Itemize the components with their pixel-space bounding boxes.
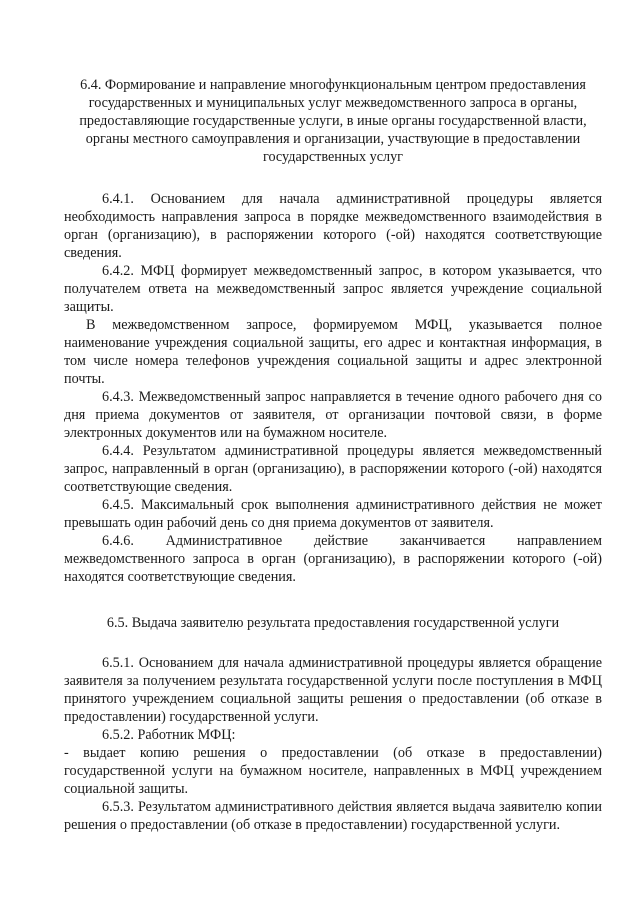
- paragraph-6-4-2: 6.4.2. МФЦ формирует межведомственный запрос, в котором указывается, что получателем ответа на межведомственный запрос является учреждение социальной защиты.: [64, 263, 602, 315]
- document-page: [64, 76, 602, 834]
- paragraph-6-4-4: 6.4.4. Результатом административной процедуры является межведомственный запрос, направленный в орган (организацию), в распоряжении которого (-ой) находятся соответствующие сведения.: [64, 443, 602, 495]
- section-6-5-heading: 6.5. Выдача заявителю результата предоставления государственной услуги: [106, 615, 560, 631]
- section-6-4-body: [64, 190, 602, 586]
- paragraph-6-5-2: 6.5.2. Работник МФЦ:: [102, 727, 236, 743]
- paragraph-6-4-2-detail: В межведомственном запросе, формируемом МФЦ, указывается полное наименование учреждения социальной защиты, его адрес и контактная информация, в том числе номера телефонов учреждения социальной защиты и адрес электронной почты.: [64, 317, 602, 387]
- paragraph-6-5-1: 6.5.1. Основанием для начала административной процедуры является обращение заявителя за получением результата государственной услуги после поступления в МФЦ принятого учреждением социальной защиты решения о предоставлении (об отказе в предоставлении) государственной услуги.: [64, 655, 602, 725]
- paragraph-6-5-2-bullet: - выдает копию решения о предоставлении (об отказе в предоставлении) государственной услуги на бумажном носителе, направленных в МФЦ учреждением социальной защиты.: [64, 745, 602, 797]
- paragraph-6-5-3: 6.5.3. Результатом административного действия является выдача заявителю копии решения о предоставлении (об отказе в предоставлении) государственной услуги.: [64, 799, 602, 833]
- paragraph-6-4-1: 6.4.1. Основанием для начала административной процедуры является необходимость направления запроса в порядке межведомственного взаимодействия в орган (организацию), в распоряжении которого (-ой) находятся соответствующие сведения.: [64, 191, 602, 261]
- section-6-4-heading: 6.4. Формирование и направление многофункциональным центром предоставления государственных и муниципальных услуг межведомственного запроса в органы, предоставляющие государственные услуги, в иные органы государственной власти, органы местного самоуправления и организации, участвующие в предоставлении государственных услуг: [79, 77, 587, 165]
- section-6-5-body: [64, 654, 602, 834]
- paragraph-6-4-5: 6.4.5. Максимальный срок выполнения административного действия не может превышать один рабочий день со дня приема документов от заявителя.: [64, 497, 602, 531]
- paragraph-6-4-3: 6.4.3. Межведомственный запрос направляется в течение одного рабочего дня со дня приема документов от заявителя, от организации почтовой связи, в форме электронных документов или на бумажном носителе.: [64, 389, 602, 441]
- paragraph-6-4-6: 6.4.6. Административное действие заканчивается направлением межведомственного запроса в орган (организацию), в распоряжении которого (-ой) находятся соответствующие сведения.: [64, 533, 602, 585]
